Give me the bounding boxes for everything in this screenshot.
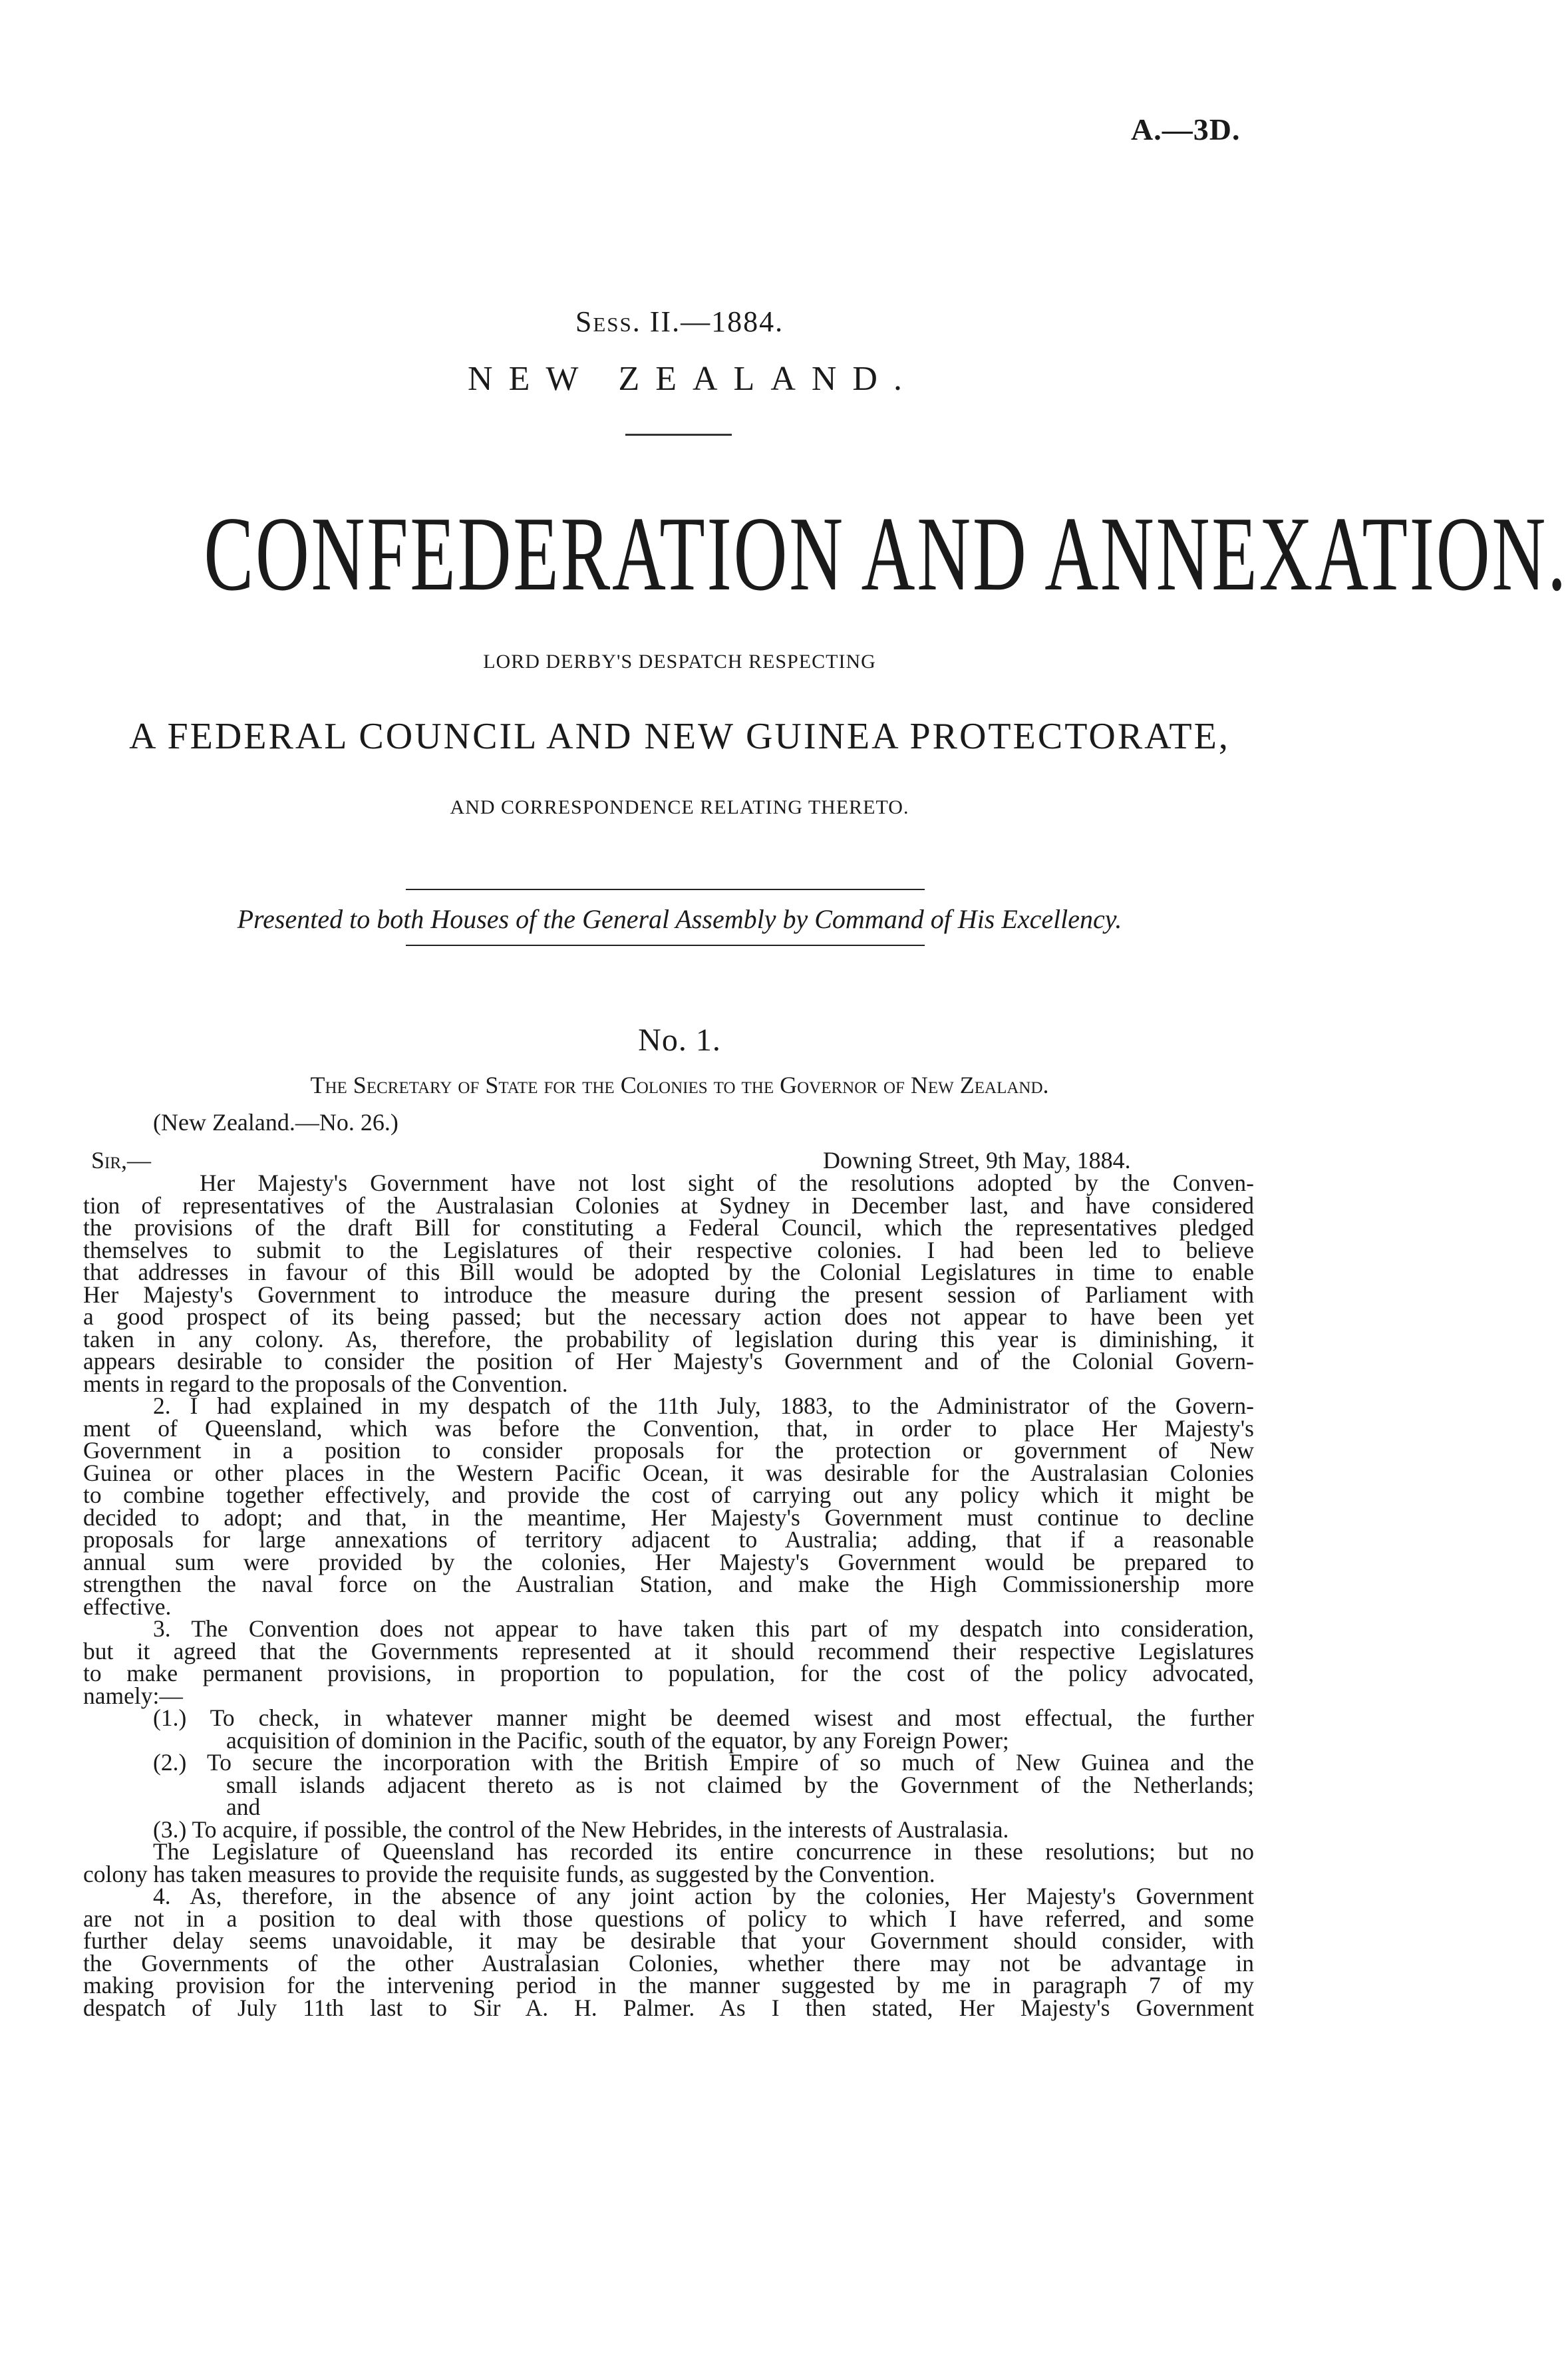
text-line: 2. I had explained in my despatch of the 11th July, 1883, to the Administrator of the Govern- bbox=[153, 1392, 1254, 1419]
text-line: to combine together effectively, and provide the cost of carrying out any policy which it might be bbox=[83, 1482, 1254, 1508]
text-line: the Governments of the other Australasian Colonies, whether there may not be advantage in bbox=[83, 1949, 1254, 1977]
text-line: annual sum were provided by the colonies, Her Majesty's Government would be prepared to bbox=[83, 1548, 1254, 1575]
paragraph-2 bbox=[83, 1392, 1254, 1620]
despatch-body bbox=[83, 1172, 1254, 2019]
text-line: tion of representatives of the Australasian Colonies at Sydney in December last, and have considered bbox=[83, 1191, 1254, 1219]
main-title: CONFEDERATION AND ANNEXATION. bbox=[204, 494, 1568, 613]
document-number: No. 1. bbox=[638, 1023, 721, 1058]
text-line: to make permanent provisions, in proportion to population, for the cost of the policy advocated, bbox=[83, 1660, 1254, 1686]
text-line: that addresses in favour of this Bill would be adopted by the Colonial Legislatures in time to enable bbox=[83, 1259, 1254, 1285]
top-rule bbox=[406, 889, 925, 890]
resolution-item-1 bbox=[83, 1704, 1254, 1754]
text-line: Her Majesty's Government have not lost sight of the resolutions adopted by the Conven- bbox=[200, 1170, 1254, 1196]
resolution-item-3 bbox=[83, 1816, 1254, 1843]
text-line: The Legislature of Queensland has recorded its entire concurrence in these resolutions; but no bbox=[153, 1838, 1254, 1865]
session-line: Sess. II.—1884. bbox=[575, 305, 784, 338]
salutation: Sir,— bbox=[91, 1147, 152, 1174]
bottom-rule bbox=[406, 945, 925, 946]
text-line: 3. The Convention does not appear to have taken this part of my despatch into consideration, bbox=[153, 1615, 1254, 1642]
country-heading: NEW ZEALAND. bbox=[468, 360, 918, 398]
paragraph-4 bbox=[83, 1885, 1254, 2019]
paragraph-3 bbox=[83, 1615, 1254, 1709]
despatch-heading: The Secretary of State for the Colonies to the Governor of New Zealand. bbox=[310, 1072, 1049, 1098]
text-line: Her Majesty's Government to introduce the measure during the present session of Parliament with bbox=[83, 1281, 1254, 1308]
text-line: 4. As, therefore, in the absence of any joint action by the colonies, Her Majesty's Government bbox=[153, 1883, 1254, 1909]
text-line: taken in any colony. As, therefore, the probability of legislation during this year is diminishing, it bbox=[83, 1325, 1254, 1352]
text-line: ments in regard to the proposals of the Convention. bbox=[83, 1370, 568, 1397]
paragraph-1 bbox=[83, 1172, 1254, 1395]
short-divider bbox=[625, 434, 732, 436]
text-line: namely:— bbox=[83, 1682, 183, 1709]
text-line: acquisition of dominion in the Pacific, south of the equator, by any Foreign Power; bbox=[226, 1726, 1009, 1754]
text-line: (2.) To secure the incorporation with the British Empire of so much of New Guinea and the bbox=[153, 1749, 1254, 1776]
text-line: colony has taken measures to provide the requisite funds, as suggested by the Convention. bbox=[83, 1860, 935, 1887]
text-line: strengthen the naval force on the Australian Station, and make the High Commissionership more bbox=[83, 1571, 1254, 1597]
dateline: Downing Street, 9th May, 1884. bbox=[823, 1147, 1131, 1174]
presented-line: Presented to both Houses of the General Assembly by Command of His Excellency. bbox=[237, 904, 1122, 934]
text-line: Guinea or other places in the Western Pacific Ocean, it was desirable for the Australasian Colonies bbox=[83, 1459, 1254, 1486]
text-line: (3.) To acquire, if possible, the control of the New Hebrides, in the interests of Australasia. bbox=[153, 1816, 1009, 1843]
text-line: further delay seems unavoidable, it may be desirable that your Government should consider, with bbox=[83, 1927, 1254, 1954]
paragraph-3b bbox=[83, 1838, 1254, 1887]
text-line: small islands adjacent thereto as is not claimed by the Government of the Netherlands; bbox=[226, 1771, 1254, 1798]
text-line: are not in a position to deal with those questions of policy to which I have referred, and some bbox=[83, 1905, 1254, 1932]
text-line: decided to adopt; and that, in the meantime, Her Majesty's Government must continue to decline bbox=[83, 1503, 1254, 1531]
text-line: appears desirable to consider the position of Her Majesty's Government and of the Colonial Govern- bbox=[83, 1348, 1254, 1374]
text-line: Government in a position to consider proposals for the protection or government of New bbox=[83, 1437, 1254, 1464]
subtitle-bottom: AND CORRESPONDENCE RELATING THERETO. bbox=[450, 796, 909, 818]
resolution-item-2 bbox=[83, 1749, 1254, 1820]
page-reference: A.—3D. bbox=[1131, 112, 1241, 146]
text-line: and bbox=[226, 1794, 261, 1820]
text-line: a good prospect of its being passed; but the necessary action does not appear to have been yet bbox=[83, 1303, 1254, 1330]
text-line: effective. bbox=[83, 1593, 172, 1620]
text-line: proposals for large annexations of territory adjacent to Australia; adding, that if a reasonable bbox=[83, 1526, 1254, 1553]
text-line: making provision for the intervening period in the manner suggested by me in paragraph 7 of my bbox=[83, 1972, 1254, 1998]
text-line: ment of Queensland, which was before the Convention, that, in order to place Her Majesty's bbox=[83, 1414, 1254, 1442]
text-line: but it agreed that the Governments represented at it should recommend their respective Legislatures bbox=[83, 1637, 1254, 1664]
text-line: the provisions of the draft Bill for constituting a Federal Council, which the representatives pledged bbox=[83, 1214, 1254, 1241]
subtitle-main: A FEDERAL COUNCIL AND NEW GUINEA PROTECTORATE, bbox=[129, 716, 1230, 757]
text-line: (1.) To check, in whatever manner might be deemed wisest and most effectual, the further bbox=[153, 1704, 1254, 1731]
subtitle-top: LORD DERBY'S DESPATCH RESPECTING bbox=[483, 651, 876, 673]
text-line: themselves to submit to the Legislatures of their respective colonies. I had been led to believe bbox=[83, 1236, 1254, 1263]
despatch-reference: (New Zealand.—No. 26.) bbox=[153, 1109, 398, 1136]
text-line: despatch of July 11th last to Sir A. H. Palmer. As I then stated, Her Majesty's Government bbox=[83, 1994, 1254, 2021]
